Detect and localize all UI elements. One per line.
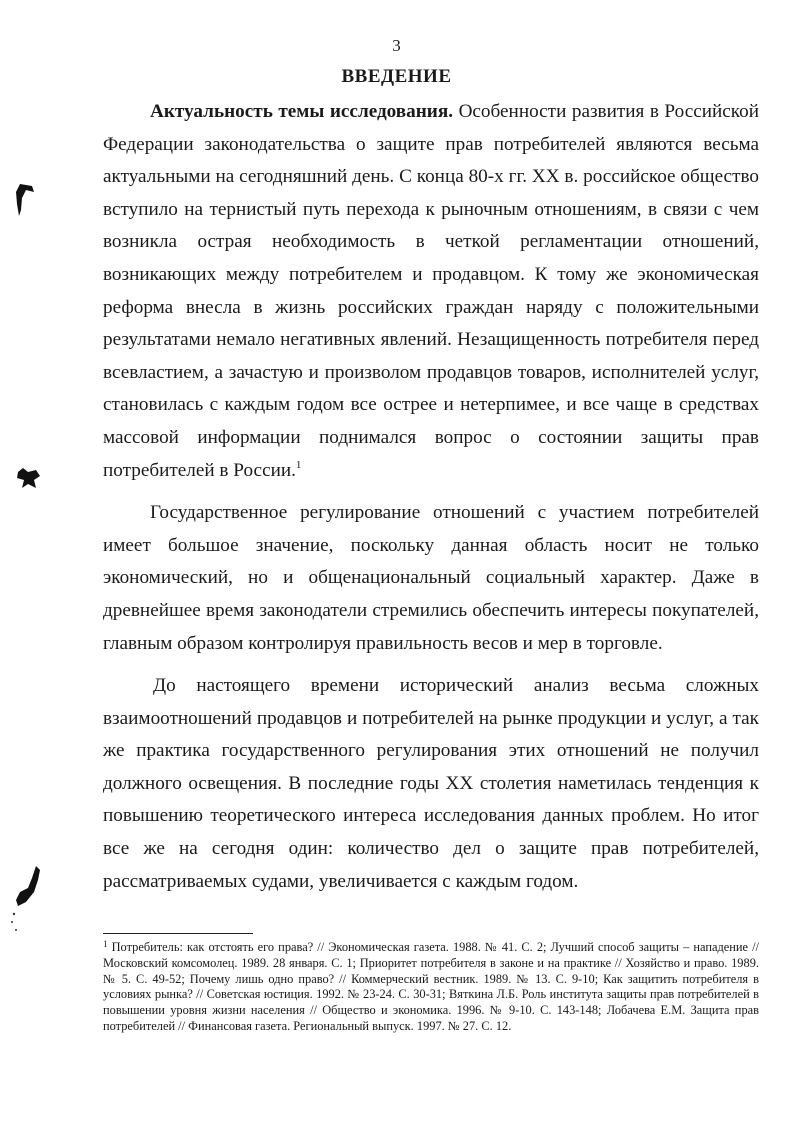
- paragraph-history: До настоящего времени исторический анализ весьма сложных взаимоотношений продавцов и потребителей на рынке продукции и услуг, а так же практика государственного регулирования этих отношений не получил должного освещения. В последние годы XX столетия наметилась тенденция к повышению теоретического интереса исследования данных проблем. Но итог все же на сегодня один: количество дел о защите прав потребителей, рассматриваемых судами, увеличивается с каждым годом.: [103, 675, 759, 892]
- paragraph-relevance: [103, 96, 759, 487]
- paragraph-regulation: Государственное регулирование отношений с участием потребителей имеет большое значение, поскольку данная область носит не только экономический, но и общенациональный социальный характер. Даже в древнейшее время законодатели стремились обеспечить интересы покупателей, главным образом контролируя правильность весов и мер в торговле.: [103, 502, 759, 654]
- section-heading: ВВЕДЕНИЕ: [341, 66, 452, 87]
- footnote-divider: [103, 933, 253, 934]
- page-number: 3: [392, 36, 401, 55]
- footnote: [103, 940, 759, 1035]
- footnote-text: Потребитель: как отстоять его права? // Экономическая газета. 1988. № 41. С. 2; Лучший способ защиты – нападение // Московский комсомолец. 1989. 28 января. С. 1; Приоритет потребителя в законе и на практике // Хозяйство и право. 1989. № 5. С. 49-52; Почему лишь одно право? // Коммерческий вестник. 1989. № 13. С. 9-10; Как защитить потребителя в условиях рынка? // Советская юстиция. 1992. № 23-24. С. 30-31; Вяткина Л.Б. Роль института защиты прав потребителей в повышении уровня жизни населения // Общество и экономика. 1996. № 9-10. С. 143-148; Лобачева Е.М. Защита прав потребителей // Финансовая газета. Региональный выпуск. 1997. № 27. С. 12.: [103, 940, 759, 1033]
- footnote-reference: 1: [295, 458, 302, 471]
- scan-artifact-icon: [12, 180, 38, 220]
- footnote-mark: 1: [103, 939, 108, 949]
- body-text: [103, 96, 759, 898]
- scan-artifact-icon: [14, 462, 44, 492]
- paragraph-text: Особенности развития в Российской Федерации законодательства о защите прав потребителей являются весьма актуальными на сегодняшний день. С конца 80-х гг. XX в. российское общество вступило на тернистый путь перехода к рыночным отношениям, в связи с чем возникла острая необходимость в четкой регламентации отношений, возникающих между потребителем и продавцом. К тому же экономическая реформа внесла в жизнь российских граждан наряду с положительными результатами немало негативных явлений. Незащищенность потребителя перед всевластием, а зачастую и произволом продавцов товаров, исполнителей услуг, становилась с каждым годом все острее и нетерпимее, и все чаще в средствах массовой информации поднимался вопрос о состоянии защиты прав потребителей в России.: [103, 101, 759, 481]
- paragraph-lead: Актуальность темы исследования.: [150, 101, 454, 122]
- scan-artifact-icon: [6, 862, 46, 942]
